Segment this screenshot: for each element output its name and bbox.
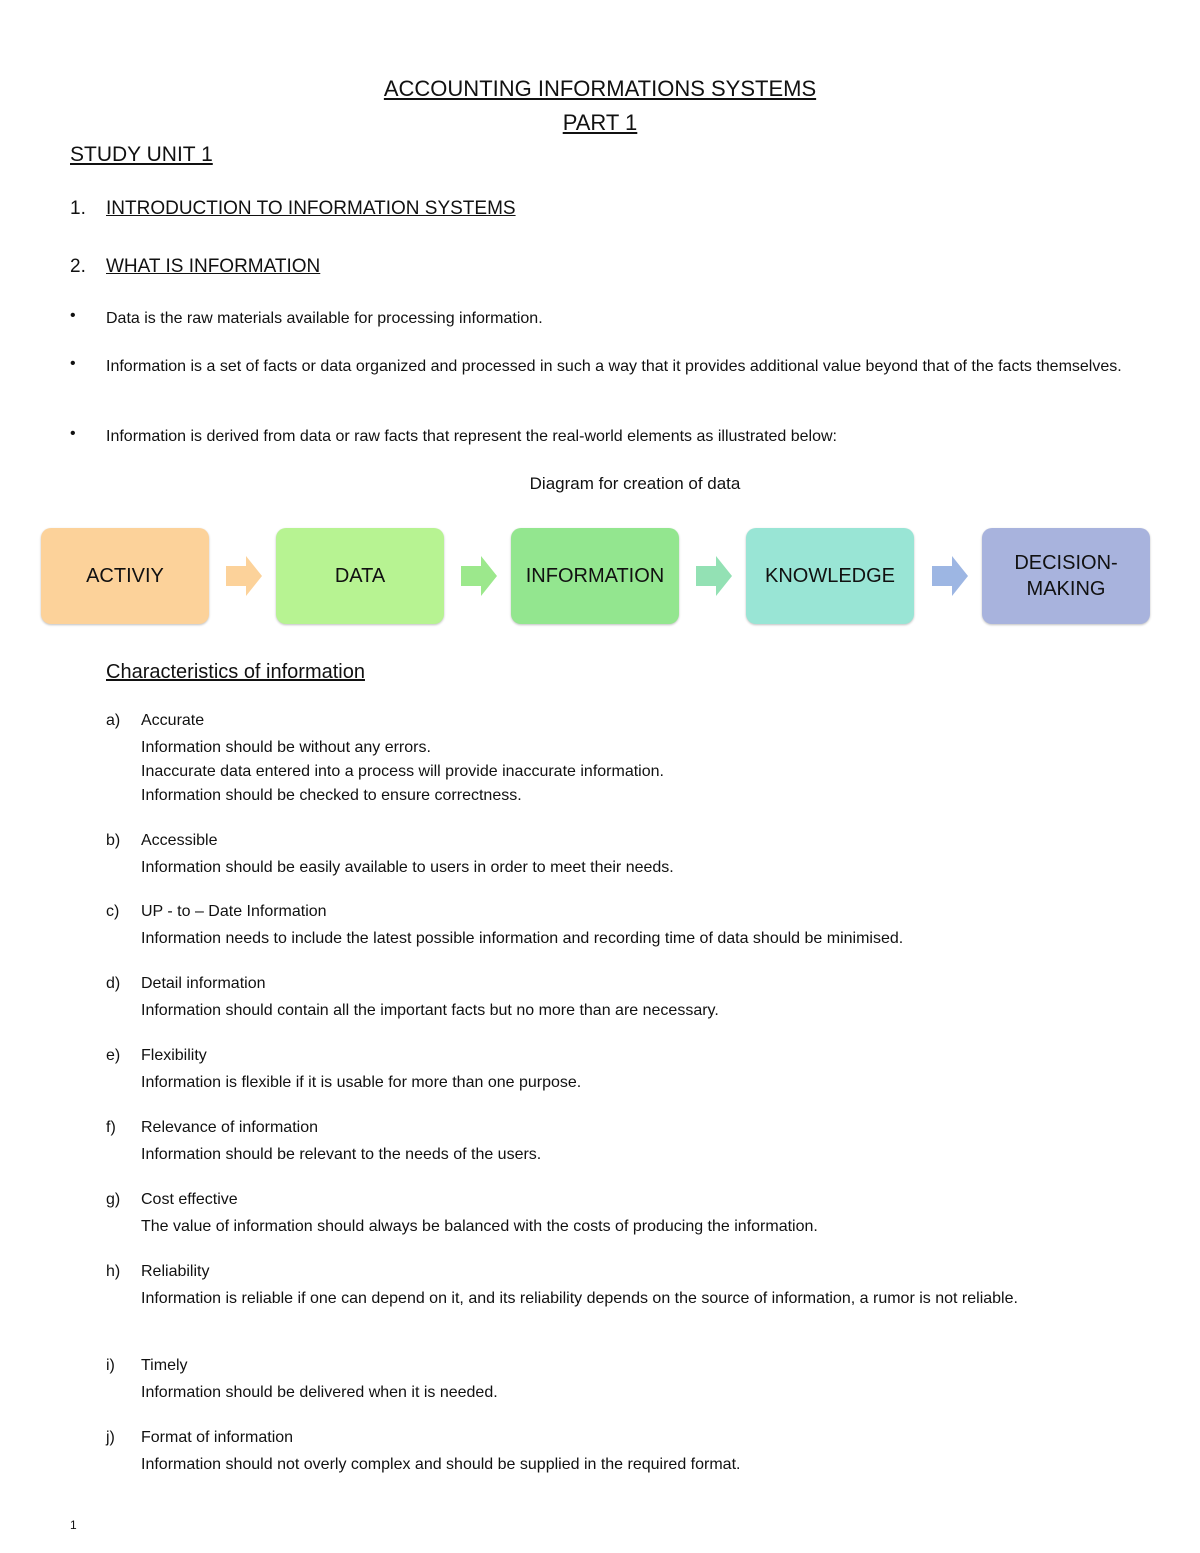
diagram-box-knowledge	[746, 528, 914, 624]
item-title: Accurate	[141, 712, 205, 729]
item-description: Information needs to include the latest possible information and recording time of data should be minimised.	[141, 930, 904, 947]
diagram-box-data	[276, 528, 444, 624]
item-title: Accessible	[141, 832, 218, 849]
diagram-box-label: DATA	[334, 565, 386, 587]
item-title: Format of information	[141, 1429, 294, 1446]
study-unit-heading: STUDY UNIT 1	[70, 143, 213, 166]
item-letter: d)	[106, 975, 121, 992]
arrow-right-icon	[226, 556, 262, 596]
bullet-marker: •	[70, 425, 76, 442]
item-title: Timely	[141, 1357, 188, 1374]
diagram-box-activity	[41, 528, 209, 624]
diagram-box-information	[511, 528, 679, 624]
document-title: ACCOUNTING INFORMATIONS SYSTEMS	[383, 76, 817, 101]
characteristics-heading: Characteristics of information	[106, 661, 365, 683]
item-description: Information should be without any errors.	[141, 739, 431, 756]
item-title: Relevance of information	[141, 1119, 318, 1136]
item-description: Information should be delivered when it is needed.	[141, 1384, 498, 1401]
item-title: Flexibility	[141, 1047, 207, 1064]
item-letter: g)	[106, 1191, 121, 1208]
item-letter: j)	[106, 1429, 115, 1446]
arrow-right-icon	[932, 556, 968, 596]
item-letter: c)	[106, 903, 120, 920]
bullet-text: Data is the raw materials available for processing information.	[106, 310, 543, 327]
item-description: Information should not overly complex and should be supplied in the required format.	[141, 1456, 741, 1473]
item-title: Cost effective	[141, 1191, 238, 1208]
item-description: Information should be relevant to the needs of the users.	[141, 1146, 542, 1163]
bullet-text: Information is a set of facts or data organized and processed in such a way that it provides additional value beyond that of the facts themselves.	[106, 358, 1122, 375]
item-description: Information should be easily available to users in order to meet their needs.	[141, 859, 674, 876]
item-letter: h)	[106, 1263, 121, 1280]
section-heading-1	[70, 198, 516, 220]
item-letter: f)	[106, 1119, 116, 1136]
item-description: Information should be checked to ensure correctness.	[141, 787, 522, 804]
item-letter: e)	[106, 1047, 121, 1064]
bullet-text: Information is derived from data or raw facts that represent the real-world elements as illustrated below:	[106, 428, 837, 445]
item-letter: b)	[106, 832, 121, 849]
item-description: Information is reliable if one can depend on it, and its reliability depends on the source of information, a rumor is not reliable.	[141, 1290, 1018, 1307]
bullet-marker: •	[70, 307, 76, 324]
item-title: UP - to – Date Information	[141, 903, 327, 920]
section-title: WHAT IS INFORMATION	[106, 256, 321, 277]
diagram-caption: Diagram for creation of data	[529, 474, 741, 493]
arrow-right-icon	[696, 556, 732, 596]
item-description: Information is flexible if it is usable for more than one purpose.	[141, 1074, 582, 1091]
part-label: PART 1	[562, 110, 638, 135]
section-number: 2.	[70, 256, 86, 277]
bullet-marker: •	[70, 355, 76, 372]
page-number: 1	[70, 1518, 77, 1532]
section-heading-2	[70, 256, 320, 278]
item-description: Information should contain all the important facts but no more than are necessary.	[141, 1002, 719, 1019]
diagram-box-decision-making	[982, 528, 1150, 624]
section-number: 1.	[70, 198, 86, 219]
diagram-box-label: DECISION-MAKING	[1014, 552, 1118, 600]
item-title: Detail information	[141, 975, 266, 992]
diagram-box-label: KNOWLEDGE	[764, 565, 896, 587]
item-title: Reliability	[141, 1263, 210, 1280]
item-letter: i)	[106, 1357, 115, 1374]
diagram-box-label: INFORMATION	[525, 565, 665, 587]
section-title: INTRODUCTION TO INFORMATION SYSTEMS	[106, 198, 516, 219]
item-description: The value of information should always be balanced with the costs of producing the information.	[141, 1218, 818, 1235]
diagram-box-label: ACTIVIY	[86, 565, 164, 587]
item-description: Inaccurate data entered into a process will provide inaccurate information.	[141, 763, 664, 780]
arrow-right-icon	[461, 556, 497, 596]
item-letter: a)	[106, 712, 121, 729]
